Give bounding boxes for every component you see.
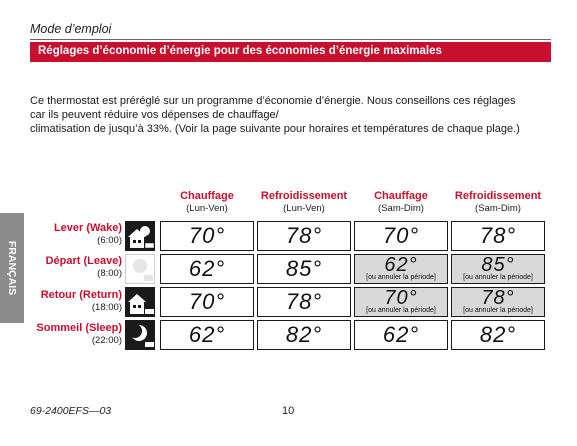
temp-value: 78° <box>285 223 323 248</box>
temp-cell <box>451 287 545 317</box>
intro-line-1: Ce thermostat est préréglé sur un programme d’économie d’énergie. Nous conseillons ces réglages <box>30 95 516 107</box>
temp-cell <box>354 287 448 317</box>
column-days: (Sam-Dim) <box>475 203 521 214</box>
row-name: Sommeil (Sleep) <box>36 322 122 334</box>
cancel-period-note: [ou annuler la période] <box>366 307 436 314</box>
temp-value: 70° <box>188 289 226 314</box>
temp-cell <box>257 221 351 251</box>
row-label-wake <box>30 222 122 247</box>
moon-sleep-icon <box>125 320 155 350</box>
temp-cell <box>451 254 545 284</box>
column-header-cool-weekday <box>257 190 351 215</box>
column-days: (Sam-Dim) <box>378 203 424 214</box>
column-header-heat-weekday <box>160 190 254 215</box>
temp-cell <box>160 254 254 284</box>
row-name: Départ (Leave) <box>45 255 122 267</box>
temp-cell <box>451 320 545 350</box>
temp-value: 82° <box>479 322 517 347</box>
page-number: 10 <box>282 405 295 417</box>
row-time: (8:00) <box>97 268 122 279</box>
temp-cell <box>160 320 254 350</box>
temp-cell <box>257 287 351 317</box>
row-time: (6:00) <box>97 235 122 246</box>
temp-cell <box>354 221 448 251</box>
intro-line-3: climatisation de jusqu’à 33%. (Voir la page suivante pour horaires et températures de chaque plage.) <box>30 123 520 135</box>
temp-value: 62° <box>188 256 226 281</box>
temp-value: 70° <box>384 287 418 309</box>
sun-leave-icon <box>125 254 155 284</box>
temp-value: 78° <box>285 289 323 314</box>
intro-text <box>30 94 555 136</box>
temp-value: 62° <box>384 254 418 276</box>
temp-value: 70° <box>382 223 420 248</box>
temp-value: 70° <box>188 223 226 248</box>
cancel-period-note: [ou annuler la période] <box>366 274 436 281</box>
temp-value: 78° <box>479 223 517 248</box>
row-time: (18:00) <box>91 302 122 313</box>
house-return-icon <box>125 287 155 317</box>
header-divider <box>30 39 551 40</box>
column-label: Chauffage <box>374 190 428 202</box>
row-label-sleep <box>30 322 122 347</box>
column-label: Refroidissement <box>260 190 348 202</box>
document-number: 69-2400EFS—03 <box>30 405 112 417</box>
column-header-cool-weekend <box>451 190 545 215</box>
row-name: Retour (Return) <box>40 289 122 301</box>
column-days: (Lun-Ven) <box>186 203 228 214</box>
temp-value: 85° <box>481 254 515 276</box>
temp-value: 85° <box>285 256 323 281</box>
temp-cell <box>354 320 448 350</box>
temp-cell <box>160 287 254 317</box>
temp-cell <box>451 221 545 251</box>
row-time: (22:00) <box>91 335 122 346</box>
language-label: FRANÇAIS <box>6 240 18 296</box>
column-label: Refroidissement <box>454 190 542 202</box>
temp-value: 62° <box>188 322 226 347</box>
temp-cell <box>257 254 351 284</box>
temp-cell <box>257 320 351 350</box>
row-label-return <box>30 289 122 314</box>
section-banner: Réglages d’économie d’énergie pour des économies d’énergie maximales <box>30 42 551 62</box>
temp-value: 78° <box>481 287 515 309</box>
house-sun-icon <box>125 221 155 251</box>
cancel-period-note: [ou annuler la période] <box>463 307 533 314</box>
cancel-period-note: [ou annuler la période] <box>463 274 533 281</box>
row-label-leave <box>30 255 122 280</box>
column-days: (Lun-Ven) <box>283 203 325 214</box>
column-label: Chauffage <box>180 190 234 202</box>
temp-value: 82° <box>285 322 323 347</box>
intro-line-2: car ils peuvent réduire vos dépenses de chauffage/ <box>30 109 279 121</box>
row-name: Lever (Wake) <box>53 222 122 234</box>
temp-cell <box>160 221 254 251</box>
page-header-title: Mode d’emploi <box>30 22 112 36</box>
language-side-tab <box>0 213 24 323</box>
temp-value: 62° <box>382 322 420 347</box>
column-header-heat-weekend <box>354 190 448 215</box>
temp-cell <box>354 254 448 284</box>
